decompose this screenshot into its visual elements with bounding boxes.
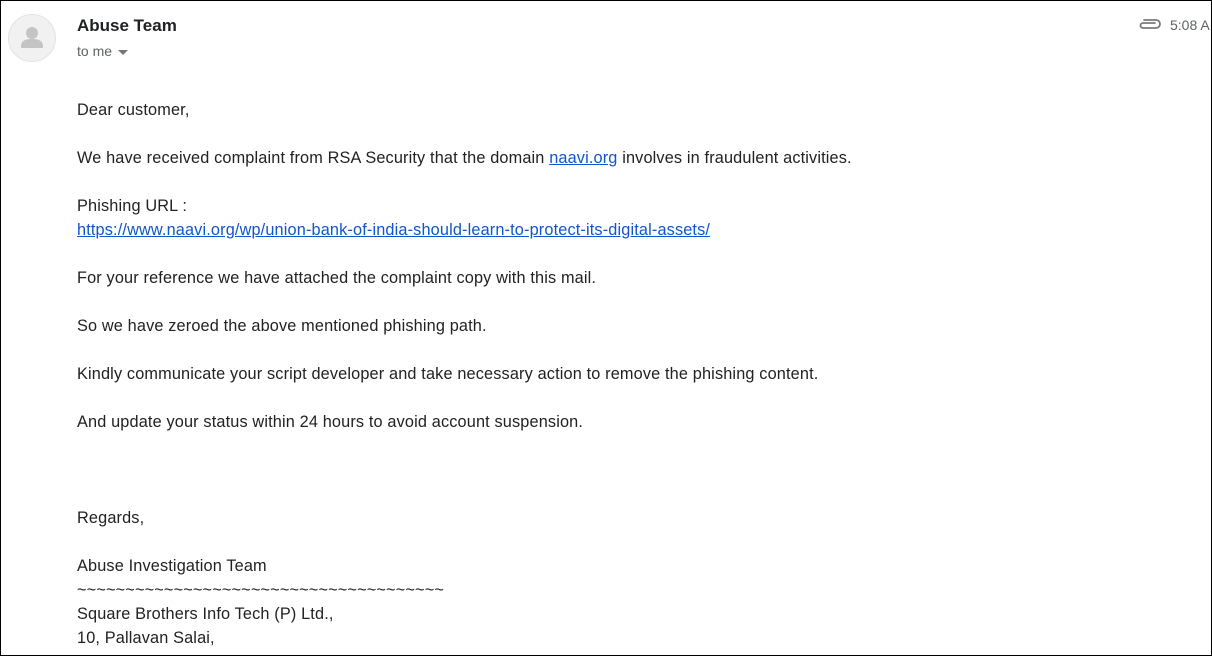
- phishing-url-link[interactable]: https://www.naavi.org/wp/union-bank-of-india-should-learn-to-protect-its-digital-assets/: [77, 221, 711, 239]
- greeting-text: Dear customer,: [77, 101, 190, 119]
- default-avatar-icon: [9, 15, 55, 61]
- communicate-text: Kindly communicate your script developer and take necessary action to remove the phishing content.: [77, 365, 819, 383]
- spacer: [77, 338, 1197, 362]
- paperclip-icon[interactable]: [1137, 16, 1163, 32]
- zeroed-text: So we have zeroed the above mentioned phishing path.: [77, 317, 487, 335]
- reference-text: For your reference we have attached the complaint copy with this mail.: [77, 269, 597, 287]
- phishing-label: Phishing URL :: [77, 197, 188, 215]
- company-address: 10, Pallavan Salai,: [77, 629, 215, 647]
- domain-link[interactable]: naavi.org: [549, 149, 618, 167]
- spacer: [77, 290, 1197, 314]
- spacer: [77, 530, 1197, 554]
- complaint-text-end: involves in fraudulent activities.: [617, 149, 852, 167]
- team-name: Abuse Investigation Team: [77, 557, 267, 575]
- signature-separator: ~~~~~~~~~~~~~~~~~~~~~~~~~~~~~~~~~~~~~~: [77, 581, 445, 599]
- phishing-url-line: [77, 218, 1197, 242]
- recipient-details-toggle[interactable]: [77, 42, 128, 60]
- message-time: 5:08 A: [1170, 17, 1210, 33]
- sender-name[interactable]: Abuse Team: [77, 16, 177, 35]
- caret-down-icon[interactable]: [118, 50, 128, 55]
- spacer: [77, 170, 1197, 194]
- message-body: [77, 98, 1197, 650]
- spacer: [77, 122, 1197, 146]
- sender-avatar[interactable]: [8, 14, 56, 62]
- spacer: [77, 434, 1197, 506]
- company-name: Square Brothers Info Tech (P) Ltd.,: [77, 605, 334, 623]
- complaint-text-start: We have received complaint from RSA Security that the domain: [77, 149, 550, 167]
- regards-text: Regards,: [77, 509, 145, 527]
- recipient-label: to me: [77, 43, 113, 59]
- update-text: And update your status within 24 hours to avoid account suspension.: [77, 413, 584, 431]
- complaint-paragraph: [77, 146, 1197, 170]
- spacer: [77, 242, 1197, 266]
- spacer: [77, 386, 1197, 410]
